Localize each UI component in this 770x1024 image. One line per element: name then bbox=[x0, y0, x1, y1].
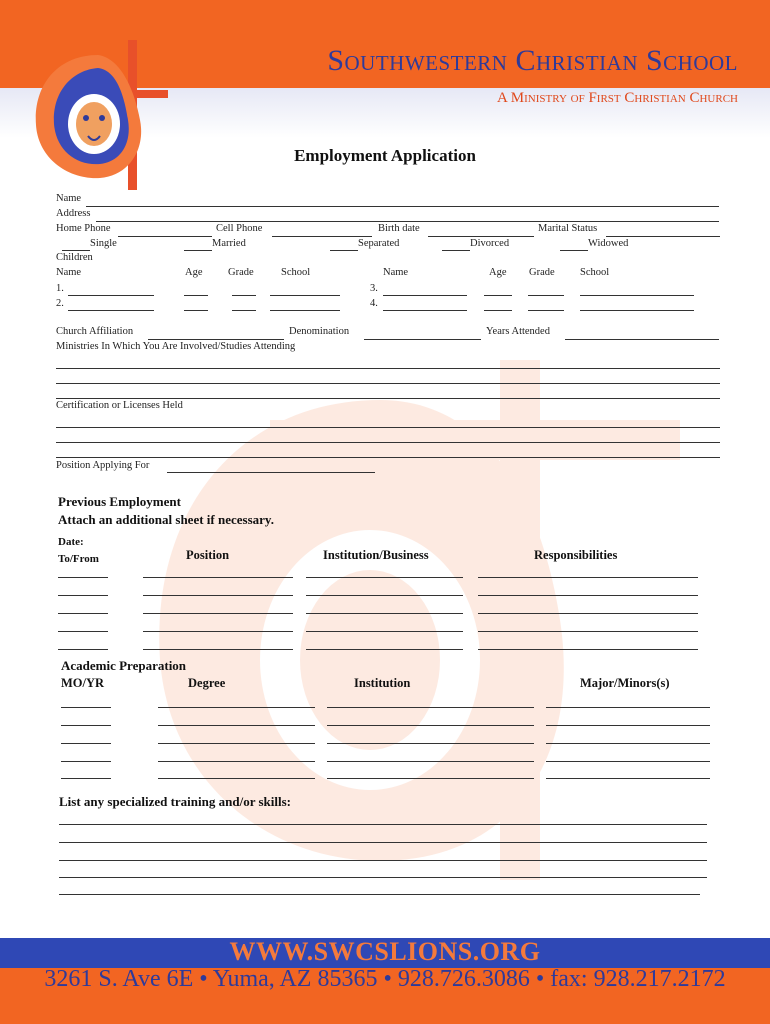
responsibilities-col-head: Responsibilities bbox=[534, 548, 618, 562]
employment-responsibilities[interactable] bbox=[478, 631, 698, 632]
employment-date[interactable] bbox=[58, 577, 108, 578]
address-label: Address bbox=[56, 208, 91, 219]
institution-col-head: Institution bbox=[354, 676, 411, 690]
training-line-1[interactable] bbox=[59, 824, 707, 825]
child-2-number: 2. bbox=[56, 298, 64, 309]
married-blank[interactable] bbox=[184, 250, 212, 251]
employment-responsibilities[interactable] bbox=[478, 613, 698, 614]
academic-preparation-heading: Academic Preparation bbox=[61, 658, 187, 673]
certification-line-1[interactable] bbox=[56, 427, 720, 428]
cell-phone-field[interactable] bbox=[272, 236, 372, 237]
attach-sheet-note: Attach an additional sheet if necessary. bbox=[58, 512, 274, 527]
child-4-grade[interactable] bbox=[528, 310, 564, 311]
institution-business-col-head: Institution/Business bbox=[323, 548, 429, 562]
previous-employment-heading: Previous Employment bbox=[58, 494, 181, 509]
academic-major[interactable] bbox=[546, 778, 710, 779]
child-4-school[interactable] bbox=[580, 310, 694, 311]
employment-institution[interactable] bbox=[306, 631, 463, 632]
marital-status-label: Marital Status bbox=[538, 223, 598, 234]
employment-institution[interactable] bbox=[306, 595, 463, 596]
academic-major[interactable] bbox=[546, 707, 710, 708]
certification-label: Certification or Licenses Held bbox=[56, 400, 183, 411]
lion-cross-logo bbox=[28, 40, 168, 190]
child-grade-head: Grade bbox=[228, 267, 254, 278]
ministries-line-1[interactable] bbox=[56, 368, 720, 369]
name-field[interactable] bbox=[86, 206, 719, 207]
child-1-age[interactable] bbox=[184, 295, 208, 296]
footer-website[interactable]: WWW.SWCSLIONS.ORG bbox=[229, 937, 541, 966]
child-grade-head-2: Grade bbox=[529, 267, 555, 278]
widowed-label: Widowed bbox=[588, 238, 629, 249]
academic-institution[interactable] bbox=[327, 778, 534, 779]
widowed-blank[interactable] bbox=[560, 250, 588, 251]
academic-date[interactable] bbox=[61, 725, 111, 726]
footer-address: 3261 S. Ave 6E • Yuma, AZ 85365 • 928.726.3086 • fax: 928.217.2172 bbox=[44, 966, 726, 992]
child-1-name[interactable] bbox=[68, 295, 154, 296]
date-label: Date: bbox=[58, 536, 84, 548]
ministries-line-3[interactable] bbox=[56, 398, 720, 399]
academic-degree[interactable] bbox=[158, 761, 315, 762]
employment-institution[interactable] bbox=[306, 613, 463, 614]
employment-date[interactable] bbox=[58, 631, 108, 632]
school-name: Southwestern Christian School bbox=[327, 44, 738, 77]
position-applying-field[interactable] bbox=[167, 472, 375, 473]
denomination-field[interactable] bbox=[364, 339, 481, 340]
employment-position[interactable] bbox=[143, 613, 293, 614]
academic-institution[interactable] bbox=[327, 707, 534, 708]
employment-responsibilities[interactable] bbox=[478, 649, 698, 650]
certification-line-2[interactable] bbox=[56, 442, 720, 443]
moyr-col-head: MO/YR bbox=[61, 676, 105, 690]
separated-blank[interactable] bbox=[330, 250, 358, 251]
employment-position[interactable] bbox=[143, 577, 293, 578]
years-attended-field[interactable] bbox=[565, 339, 719, 340]
child-2-grade[interactable] bbox=[232, 310, 256, 311]
ministry-tagline: A Ministry of First Christian Church bbox=[497, 90, 738, 106]
employment-institution[interactable] bbox=[306, 649, 463, 650]
academic-major[interactable] bbox=[546, 761, 710, 762]
academic-date[interactable] bbox=[61, 707, 111, 708]
major-col-head: Major/Minors(s) bbox=[580, 676, 670, 690]
academic-institution[interactable] bbox=[327, 743, 534, 744]
academic-degree[interactable] bbox=[158, 725, 315, 726]
training-line-5[interactable] bbox=[59, 894, 700, 895]
training-line-2[interactable] bbox=[59, 842, 707, 843]
employment-institution[interactable] bbox=[306, 577, 463, 578]
child-1-school[interactable] bbox=[270, 295, 340, 296]
cell-phone-label: Cell Phone bbox=[216, 223, 263, 234]
separated-label: Separated bbox=[358, 238, 400, 249]
position-applying-label: Position Applying For bbox=[56, 460, 150, 471]
employment-responsibilities[interactable] bbox=[478, 577, 698, 578]
home-phone-field[interactable] bbox=[118, 236, 212, 237]
employment-date[interactable] bbox=[58, 649, 108, 650]
birth-date-field[interactable] bbox=[428, 236, 534, 237]
address-field[interactable] bbox=[96, 221, 719, 222]
academic-major[interactable] bbox=[546, 743, 710, 744]
child-name-head: Name bbox=[56, 267, 82, 278]
academic-degree[interactable] bbox=[158, 743, 315, 744]
child-2-age[interactable] bbox=[184, 310, 208, 311]
birth-date-label: Birth date bbox=[378, 223, 420, 234]
employment-position[interactable] bbox=[143, 595, 293, 596]
child-4-number: 4. bbox=[370, 298, 378, 309]
employment-date[interactable] bbox=[58, 613, 108, 614]
child-name-head-2: Name bbox=[383, 267, 409, 278]
child-3-grade[interactable] bbox=[528, 295, 564, 296]
years-attended-label: Years Attended bbox=[486, 326, 550, 337]
form-title: Employment Application bbox=[294, 146, 476, 165]
academic-institution[interactable] bbox=[327, 761, 534, 762]
training-label: List any specialized training and/or skills: bbox=[59, 794, 291, 809]
child-school-head: School bbox=[281, 267, 311, 278]
marital-status-field[interactable] bbox=[606, 236, 720, 237]
child-3-age[interactable] bbox=[484, 295, 512, 296]
academic-date[interactable] bbox=[61, 743, 111, 744]
child-2-school[interactable] bbox=[270, 310, 340, 311]
church-affiliation-field[interactable] bbox=[148, 339, 284, 340]
home-phone-label: Home Phone bbox=[56, 223, 111, 234]
employment-responsibilities[interactable] bbox=[478, 595, 698, 596]
child-4-name[interactable] bbox=[383, 310, 467, 311]
child-age-head: Age bbox=[185, 267, 203, 278]
training-line-3[interactable] bbox=[59, 860, 707, 861]
to-from-label: To/From bbox=[58, 553, 99, 565]
employment-date[interactable] bbox=[58, 595, 108, 596]
children-label: Children bbox=[56, 252, 93, 263]
denomination-label: Denomination bbox=[289, 326, 350, 337]
employment-position[interactable] bbox=[143, 631, 293, 632]
employment-position[interactable] bbox=[143, 649, 293, 650]
academic-degree[interactable] bbox=[158, 707, 315, 708]
ministries-line-2[interactable] bbox=[56, 383, 720, 384]
child-school-head-2: School bbox=[580, 267, 610, 278]
academic-degree[interactable] bbox=[158, 778, 315, 779]
child-3-number: 3. bbox=[370, 283, 378, 294]
ministries-label: Ministries In Which You Are Involved/Studies Attending bbox=[56, 341, 296, 352]
academic-major[interactable] bbox=[546, 725, 710, 726]
divorced-label: Divorced bbox=[470, 238, 510, 249]
certification-line-3[interactable] bbox=[56, 457, 720, 458]
child-1-number: 1. bbox=[56, 283, 64, 294]
degree-col-head: Degree bbox=[188, 676, 226, 690]
single-label: Single bbox=[90, 238, 117, 249]
name-label: Name bbox=[56, 193, 82, 204]
divorced-blank[interactable] bbox=[442, 250, 470, 251]
child-age-head-2: Age bbox=[489, 267, 507, 278]
single-blank[interactable] bbox=[62, 250, 90, 251]
child-4-age[interactable] bbox=[484, 310, 512, 311]
church-affiliation-label: Church Affiliation bbox=[56, 326, 134, 337]
child-1-grade[interactable] bbox=[232, 295, 256, 296]
academic-date[interactable] bbox=[61, 761, 111, 762]
married-label: Married bbox=[212, 238, 246, 249]
academic-institution[interactable] bbox=[327, 725, 534, 726]
child-3-name[interactable] bbox=[383, 295, 467, 296]
child-3-school[interactable] bbox=[580, 295, 694, 296]
academic-date[interactable] bbox=[61, 778, 111, 779]
training-line-4[interactable] bbox=[59, 877, 707, 878]
position-col-head: Position bbox=[186, 548, 230, 562]
child-2-name[interactable] bbox=[68, 310, 154, 311]
